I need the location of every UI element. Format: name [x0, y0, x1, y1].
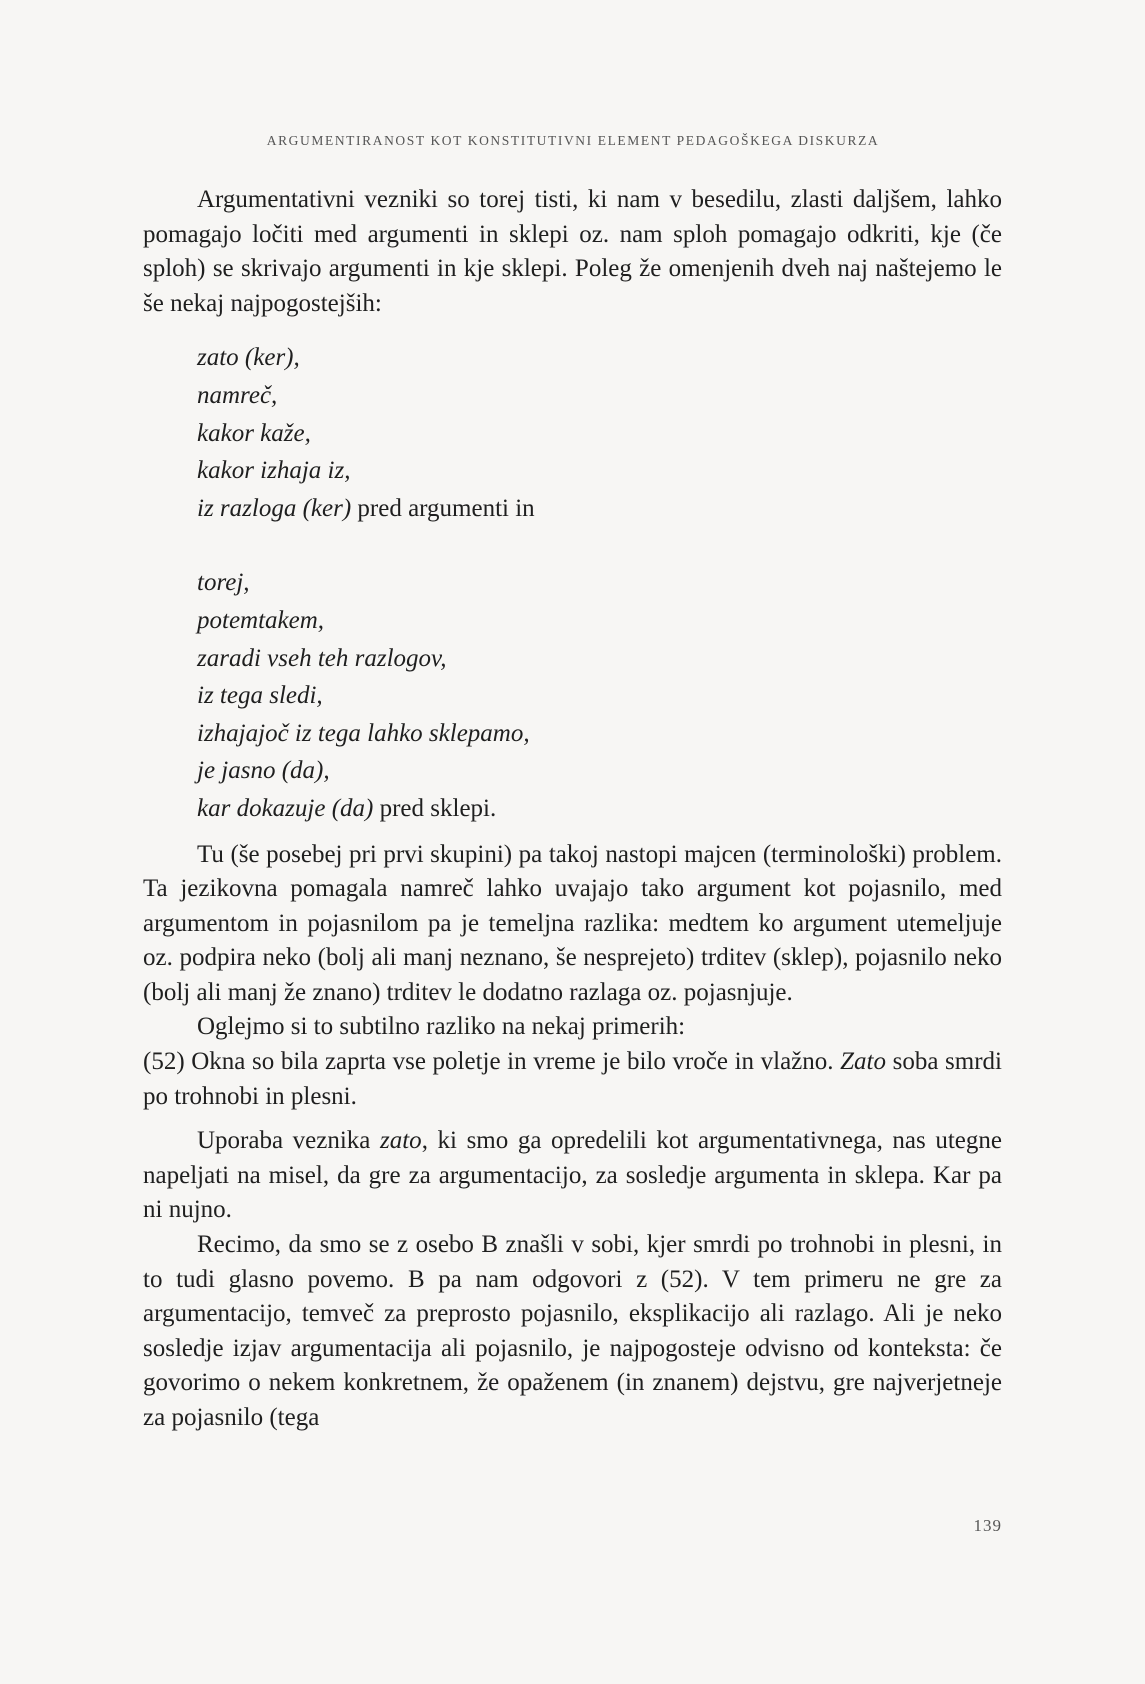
example-52: (52) Okna so bila zaprta vse poletje in vreme je bilo vroče in vlažno. Zato soba smrdi po trohnobi in plesni. [143, 1048, 1002, 1110]
paragraph-intro: Argumentativni vezniki so torej tisti, ki nam v besedilu, zlasti daljšem, lahko pomagajo ločiti med argumenti in sklepi oz. nam sploh pomagajo odkriti, kje (če sploh) se skrivajo argumenti in kje sklepi. Poleg že omenjenih dveh naj naštejemo le še nekaj najpogostejših: [143, 186, 1002, 317]
page-number: 139 [973, 1516, 1002, 1535]
list-item: kakor kaže, [197, 419, 311, 447]
running-head: ARGUMENTIRANOST KOT KONSTITUTIVNI ELEMENT PEDAGOŠKEGA DISKURZA [266, 133, 880, 148]
paragraph-context: Recimo, da smo se z osebo B znašli v sobi, kjer smrdi po trohnobi in plesni, in to tudi glasno povemo. B pa nam odgovori z (52). V tem primeru ne gre za argumentacijo, temveč za preprosto pojasnilo, eksplikacijo ali razlago. Ali je neko sosledje izjav argumentacija ali pojasnilo, je najpogosteje odvisno od konteksta: če govorimo o nekem konkretnem, že opaženem (in znanem) dejstvu, gre najverjetneje za pojasnilo (tega [143, 1231, 1002, 1431]
list-item: namreč, [197, 381, 278, 409]
list-item: potemtakem, [197, 606, 325, 634]
paragraph-problem: Tu (še posebej pri prvi skupini) pa takoj nastopi majcen (terminološki) problem. Ta jezikovna pomagala namreč lahko uvajajo tako argument kot pojasnilo, med argumentom in pojasnilom pa je temeljna razlika: medtem ko argument utemeljuje oz. podpira neko (bolj ali manj neznano, še nesprejeto) trditev (sklep), pojasnilo neko (bolj ali manj že znano) trditev le dodatno razlaga oz. pojasnjuje. [143, 840, 1002, 1006]
paragraph-examples-intro: Oglejmo si to subtilno razliko na nekaj primerih: [197, 1013, 686, 1041]
body-text [143, 183, 1002, 1436]
list-item: izhajajoč iz tega lahko sklepamo, [197, 719, 530, 747]
list-item: je jasno (da), [197, 757, 330, 785]
list-item: kakor izhaja iz, [197, 457, 351, 485]
list-item: kar dokazuje (da) pred sklepi. [197, 794, 497, 822]
list-spacer [143, 527, 1002, 564]
argument-connectives-list [197, 339, 1002, 527]
list-item: torej, [197, 569, 250, 597]
list-item: zato (ker), [197, 344, 300, 372]
conclusion-connectives-list [197, 564, 1002, 827]
list-item: zaradi vseh teh razlogov, [197, 644, 447, 672]
list-item: iz tega sledi, [197, 682, 323, 710]
paragraph-zato: Uporaba veznika zato, ki smo ga opredelili kot argumentativnega, nas utegne napeljati na misel, da gre za argumentacijo, za sosledje argumenta in sklepa. Kar pa ni nujno. [143, 1127, 1002, 1224]
list-item: iz razloga (ker) pred argumenti in [197, 494, 535, 522]
